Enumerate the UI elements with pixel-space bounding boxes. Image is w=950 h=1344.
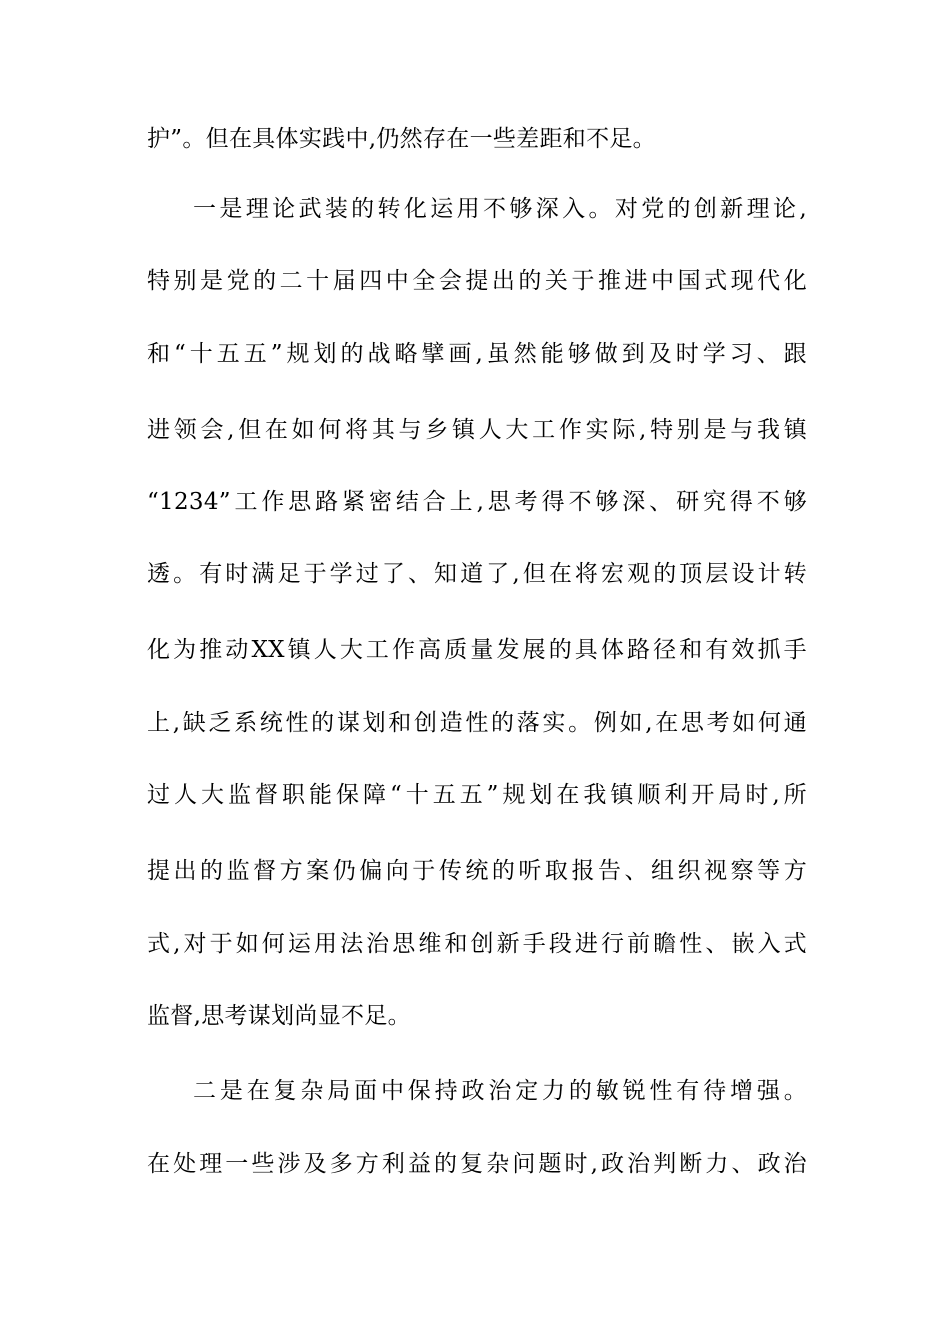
paragraph-1-line-3: 和“十五五”规划的战略擘画,虽然能够做到及时学习、跟 [147, 341, 807, 367]
paragraph-1-line-2: 特别是党的二十届四中全会提出的关于推进中国式现代化 [147, 268, 807, 294]
paragraph-1-line-1: 一是理论武装的转化运用不够深入。对党的创新理论, [193, 196, 807, 222]
paragraph-1-line-7: 化为推动XX镇人大工作高质量发展的具体路径和有效抓手 [147, 637, 807, 663]
paragraph-1-line-9: 过人大监督职能保障“十五五”规划在我镇顺利开局时,所 [147, 782, 807, 808]
paragraph-1-line-4: 进领会,但在如何将其与乡镇人大工作实际,特别是与我镇 [147, 417, 807, 443]
paragraph-1-line-8: 上,缺乏系统性的谋划和创造性的落实。例如,在思考如何通 [147, 710, 807, 736]
paragraph-1-line-10: 提出的监督方案仍偏向于传统的听取报告、组织视察等方 [147, 858, 807, 884]
paragraph-1-line-12: 监督,思考谋划尚显不足。 [147, 1003, 411, 1029]
paragraph-2-line-2: 在处理一些涉及多方利益的复杂问题时,政治判断力、政治 [147, 1151, 807, 1177]
paragraph-1-line-11: 式,对于如何运用法治思维和创新手段进行前瞻性、嵌入式 [147, 931, 807, 957]
text-line-1: 护”。但在具体实践中,仍然存在一些差距和不足。 [147, 126, 656, 152]
paragraph-1-line-6: 透。有时满足于学过了、知道了,但在将宏观的顶层设计转 [147, 561, 807, 587]
paragraph-2-line-1: 二是在复杂局面中保持政治定力的敏锐性有待增强。 [193, 1078, 807, 1104]
paragraph-1-line-5: “1234”工作思路紧密结合上,思考得不够深、研究得不够 [147, 489, 807, 515]
